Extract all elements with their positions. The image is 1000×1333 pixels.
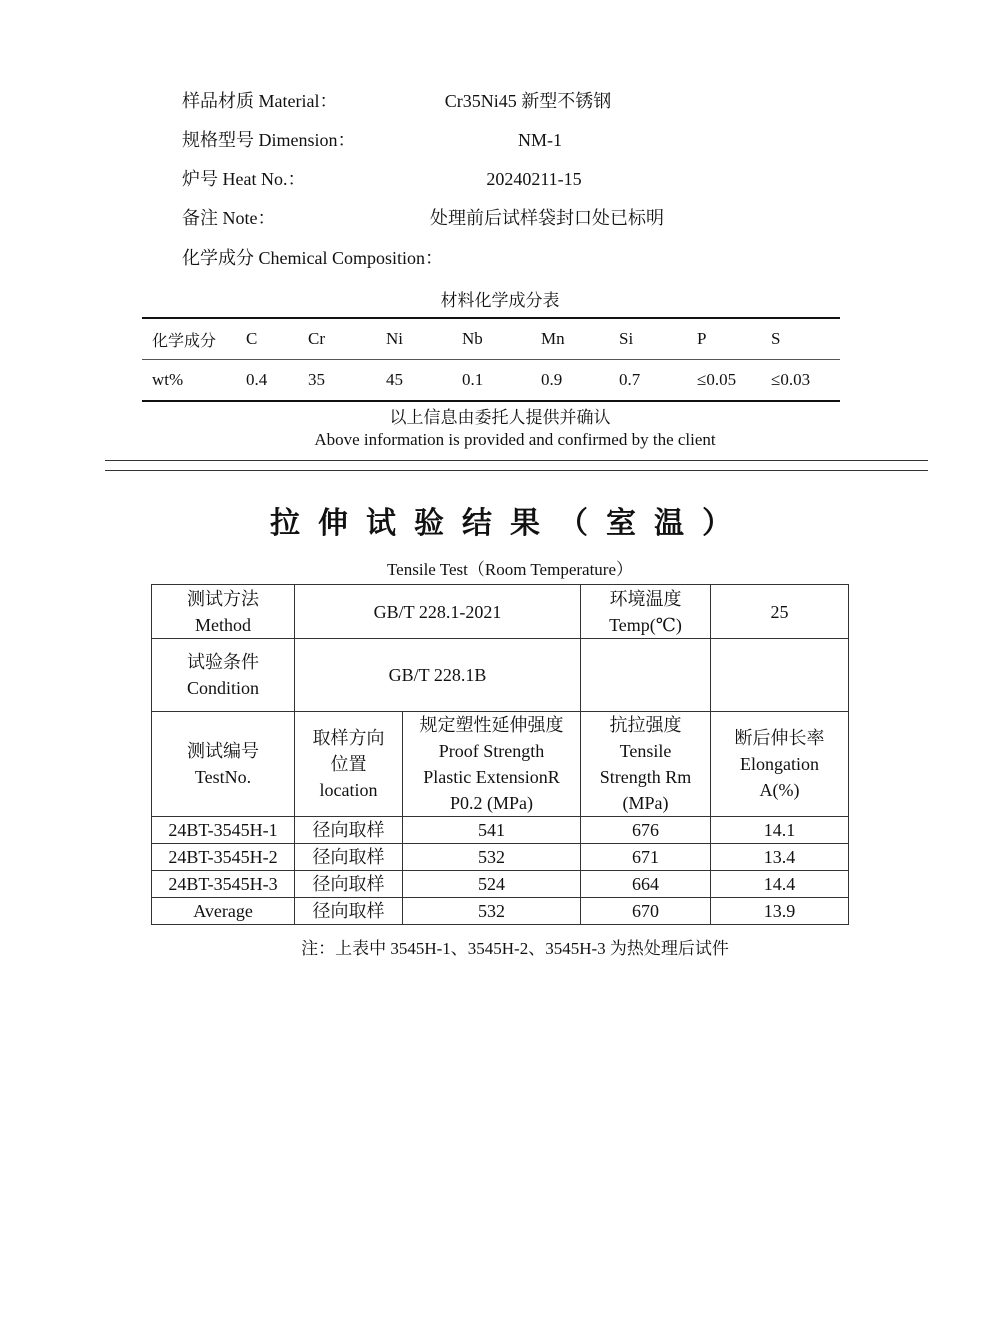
heat-no-label: 炉号 Heat No.： bbox=[182, 169, 306, 189]
location-cell: 径向取样 bbox=[295, 817, 403, 844]
composition-header-cell: Mn bbox=[531, 318, 609, 360]
testno-header-cn: 测试编号 bbox=[187, 741, 259, 761]
elongation-header-cn: 断后伸长率 bbox=[734, 728, 825, 748]
location-header bbox=[295, 712, 403, 817]
divider-line-bottom bbox=[105, 470, 928, 471]
table-row bbox=[152, 817, 849, 844]
footnote: 注：上表中 3545H-1、3545H-2、3545H-3 为热处理后试件 bbox=[301, 939, 729, 958]
composition-value-cell: 0.1 bbox=[452, 360, 531, 402]
column-header-row bbox=[152, 712, 849, 817]
method-value: GB/T 228.1-2021 bbox=[295, 585, 581, 639]
tensile-header-en2: Strength Rm bbox=[599, 767, 692, 787]
composition-value-cell: 35 bbox=[298, 360, 376, 402]
test-no-cell: Average bbox=[152, 898, 295, 925]
tensile-header-en1: Tensile bbox=[619, 741, 672, 761]
proof-cell: 541 bbox=[403, 817, 581, 844]
location-cell: 径向取样 bbox=[295, 898, 403, 925]
tensile-cell: 664 bbox=[581, 871, 711, 898]
composition-header-cell: S bbox=[761, 318, 840, 360]
chemical-composition-label: 化学成分 Chemical Composition： bbox=[182, 248, 443, 268]
table-row bbox=[152, 844, 849, 871]
condition-label-cell bbox=[152, 639, 295, 712]
note-label: 备注 Note： bbox=[182, 208, 276, 228]
tensile-cell: 671 bbox=[581, 844, 711, 871]
elongation-header bbox=[711, 712, 849, 817]
condition-value: GB/T 228.1B bbox=[295, 639, 581, 712]
testno-header-en: TestNo. bbox=[194, 767, 252, 787]
method-row bbox=[152, 585, 849, 639]
condition-label-cn: 试验条件 bbox=[187, 652, 259, 672]
dimension-label: 规格型号 Dimension： bbox=[182, 130, 356, 150]
tensile-subtitle: Tensile Test（Room Temperature） bbox=[386, 560, 634, 579]
material-value: Cr35Ni45 新型不锈钢 bbox=[444, 91, 612, 111]
tensile-header-cn: 抗拉强度 bbox=[609, 715, 682, 735]
location-header-cn1: 取样方向 bbox=[312, 728, 385, 748]
tensile-cell: 670 bbox=[581, 898, 711, 925]
elongation-header-en2: A(%) bbox=[759, 780, 800, 800]
temp-label-cell bbox=[581, 585, 711, 639]
composition-note-en: Above information is provided and confirmed by the client bbox=[314, 430, 716, 449]
composition-value-cell: 0.7 bbox=[609, 360, 687, 402]
composition-note-cn: 以上信息由委托人提供并确认 bbox=[389, 408, 611, 427]
testno-header bbox=[152, 712, 295, 817]
composition-table bbox=[142, 317, 840, 402]
elongation-cell: 13.9 bbox=[711, 898, 849, 925]
tensile-header-en3: (MPa) bbox=[622, 793, 669, 813]
method-label-cn: 测试方法 bbox=[187, 588, 259, 609]
location-cell: 径向取样 bbox=[295, 871, 403, 898]
elongation-header-en1: Elongation bbox=[740, 754, 819, 774]
proof-strength-header bbox=[403, 712, 581, 817]
note-value: 处理前后试样袋封口处已标明 bbox=[430, 208, 664, 228]
temp-value: 25 bbox=[711, 585, 849, 639]
proof-header-en1: Proof Strength bbox=[438, 741, 545, 761]
composition-header-cell: P bbox=[687, 318, 761, 360]
composition-value-cell: 0.4 bbox=[236, 360, 298, 402]
temp-label-cn: 环境温度 bbox=[609, 588, 682, 609]
elongation-cell: 14.4 bbox=[711, 871, 849, 898]
condition-row bbox=[152, 639, 849, 712]
composition-value-cell: 45 bbox=[376, 360, 452, 402]
condition-empty-cell bbox=[711, 639, 849, 712]
location-header-cn2: 位置 bbox=[330, 754, 367, 774]
dimension-value: NM-1 bbox=[518, 130, 562, 150]
composition-header-cell: Cr bbox=[298, 318, 376, 360]
tensile-cell: 676 bbox=[581, 817, 711, 844]
proof-cell: 524 bbox=[403, 871, 581, 898]
composition-header-cell: Ni bbox=[376, 318, 452, 360]
composition-header-cell: C bbox=[236, 318, 298, 360]
elongation-cell: 14.1 bbox=[711, 817, 849, 844]
test-no-cell: 24BT-3545H-2 bbox=[152, 844, 295, 871]
location-header-en: location bbox=[319, 780, 378, 800]
table-row bbox=[152, 871, 849, 898]
elongation-cell: 13.4 bbox=[711, 844, 849, 871]
composition-header-cell: Si bbox=[609, 318, 687, 360]
method-label-en: Method bbox=[195, 614, 251, 635]
condition-label-en: Condition bbox=[186, 678, 259, 698]
proof-header-cn: 规定塑性延伸强度 bbox=[419, 715, 564, 735]
proof-header-en3: P0.2 (MPa) bbox=[449, 793, 533, 813]
temp-label-en: Temp(℃) bbox=[609, 614, 682, 635]
table-row-average bbox=[152, 898, 849, 925]
composition-value-row bbox=[142, 360, 840, 402]
composition-header-row bbox=[142, 318, 840, 360]
proof-cell: 532 bbox=[403, 844, 581, 871]
proof-cell: 532 bbox=[403, 898, 581, 925]
proof-header-en2: Plastic ExtensionR bbox=[423, 767, 560, 787]
tensile-table bbox=[151, 584, 849, 925]
tensile-strength-header bbox=[581, 712, 711, 817]
location-cell: 径向取样 bbox=[295, 844, 403, 871]
method-label-cell bbox=[152, 585, 295, 639]
test-no-cell: 24BT-3545H-1 bbox=[152, 817, 295, 844]
test-no-cell: 24BT-3545H-3 bbox=[152, 871, 295, 898]
composition-value-cell: wt% bbox=[142, 360, 236, 402]
condition-empty-cell bbox=[581, 639, 711, 712]
tensile-title: 拉伸试验结果（室温） bbox=[270, 506, 750, 541]
composition-header-cell: 化学成分 bbox=[142, 318, 236, 360]
composition-header-cell: Nb bbox=[452, 318, 531, 360]
composition-value-cell: ≤0.05 bbox=[687, 360, 761, 402]
composition-caption: 材料化学成分表 bbox=[440, 291, 560, 310]
composition-value-cell: ≤0.03 bbox=[761, 360, 840, 402]
composition-value-cell: 0.9 bbox=[531, 360, 609, 402]
material-label: 样品材质 Material： bbox=[182, 91, 338, 111]
divider-line-top bbox=[105, 460, 928, 461]
heat-no-value: 20240211-15 bbox=[486, 169, 582, 189]
